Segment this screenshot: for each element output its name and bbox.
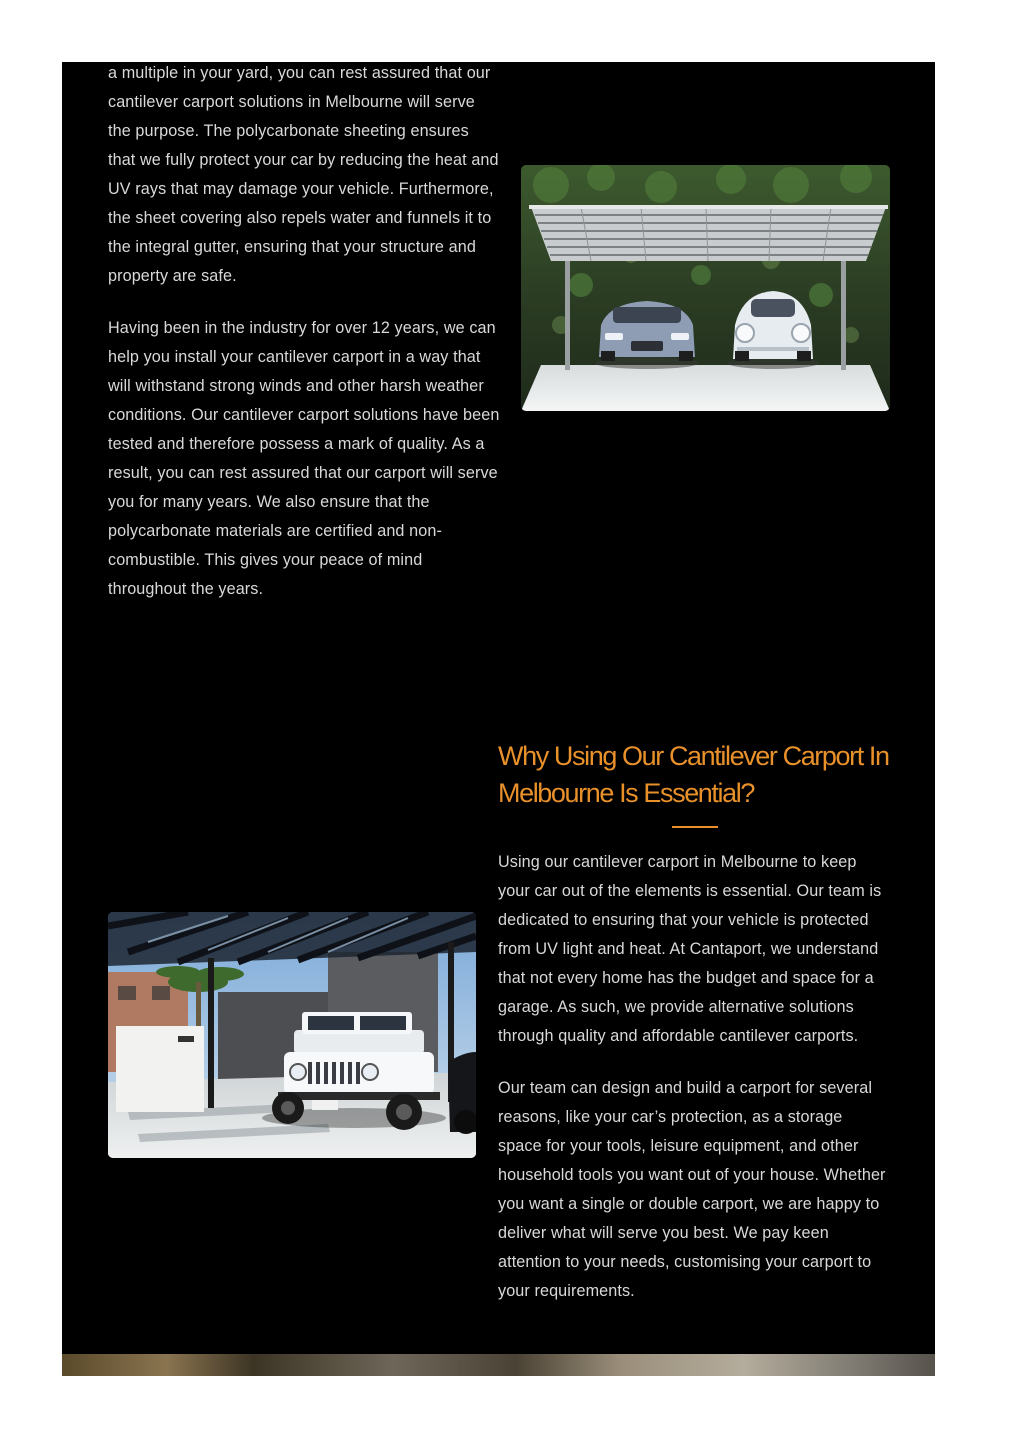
carport-two-cars-image <box>521 165 890 411</box>
why-section-heading: Why Using Our Cantilever Carport In Melbourne Is Essential? <box>498 741 889 808</box>
why-paragraph-2: Our team can design and build a carport for several reasons, like your car’s protection, as a storage space for your tools, leisure equipment, and other household tools you want out of your house. Whether you want a single or double carport, we are happy to deliver what will serve you best. We pay keen attention to your needs, customising your carport to your requirements. <box>498 1079 886 1300</box>
intro-paragraph-1: a multiple in your yard, you can rest assured that our cantilever carport solutions in Melbourne will serve the purpose. The polycarbonate sheeting ensures that we fully protect your car by reducing the heat and UV rays that may damage your vehicle. Furthermore, the sheet covering also repels water and funnels it to the integral gutter, ensuring that your structure and property are safe. <box>108 64 499 285</box>
bottom-photo-strip <box>62 1354 935 1376</box>
carport-two-cars-photo <box>521 165 890 411</box>
carport-jeep-photo <box>108 912 476 1158</box>
intro-paragraph-2: Having been in the industry for over 12 years, we can help you install your cantilever carport in a way that will withstand strong winds and other harsh weather conditions. Our cantilever carport solutions have been tested and therefore possess a mark of quality. As a result, you can rest assured that our carport will serve you for many years. We also ensure that the polycarbonate materials are certified and non-combustible. This gives your peace of mind throughout the years. <box>108 319 500 598</box>
carport-jeep-image <box>108 912 476 1158</box>
content-page <box>62 62 935 1376</box>
heading-divider <box>672 826 718 828</box>
why-paragraph-1: Using our cantilever carport in Melbourne to keep your car out of the elements is essential. Our team is dedicated to ensuring that your vehicle is protected from UV light and heat. At Cantaport, we understand that not every home has the budget and space for a garage. As such, we provide alternative solutions through quality and affordable cantilever carports. <box>498 853 882 1045</box>
